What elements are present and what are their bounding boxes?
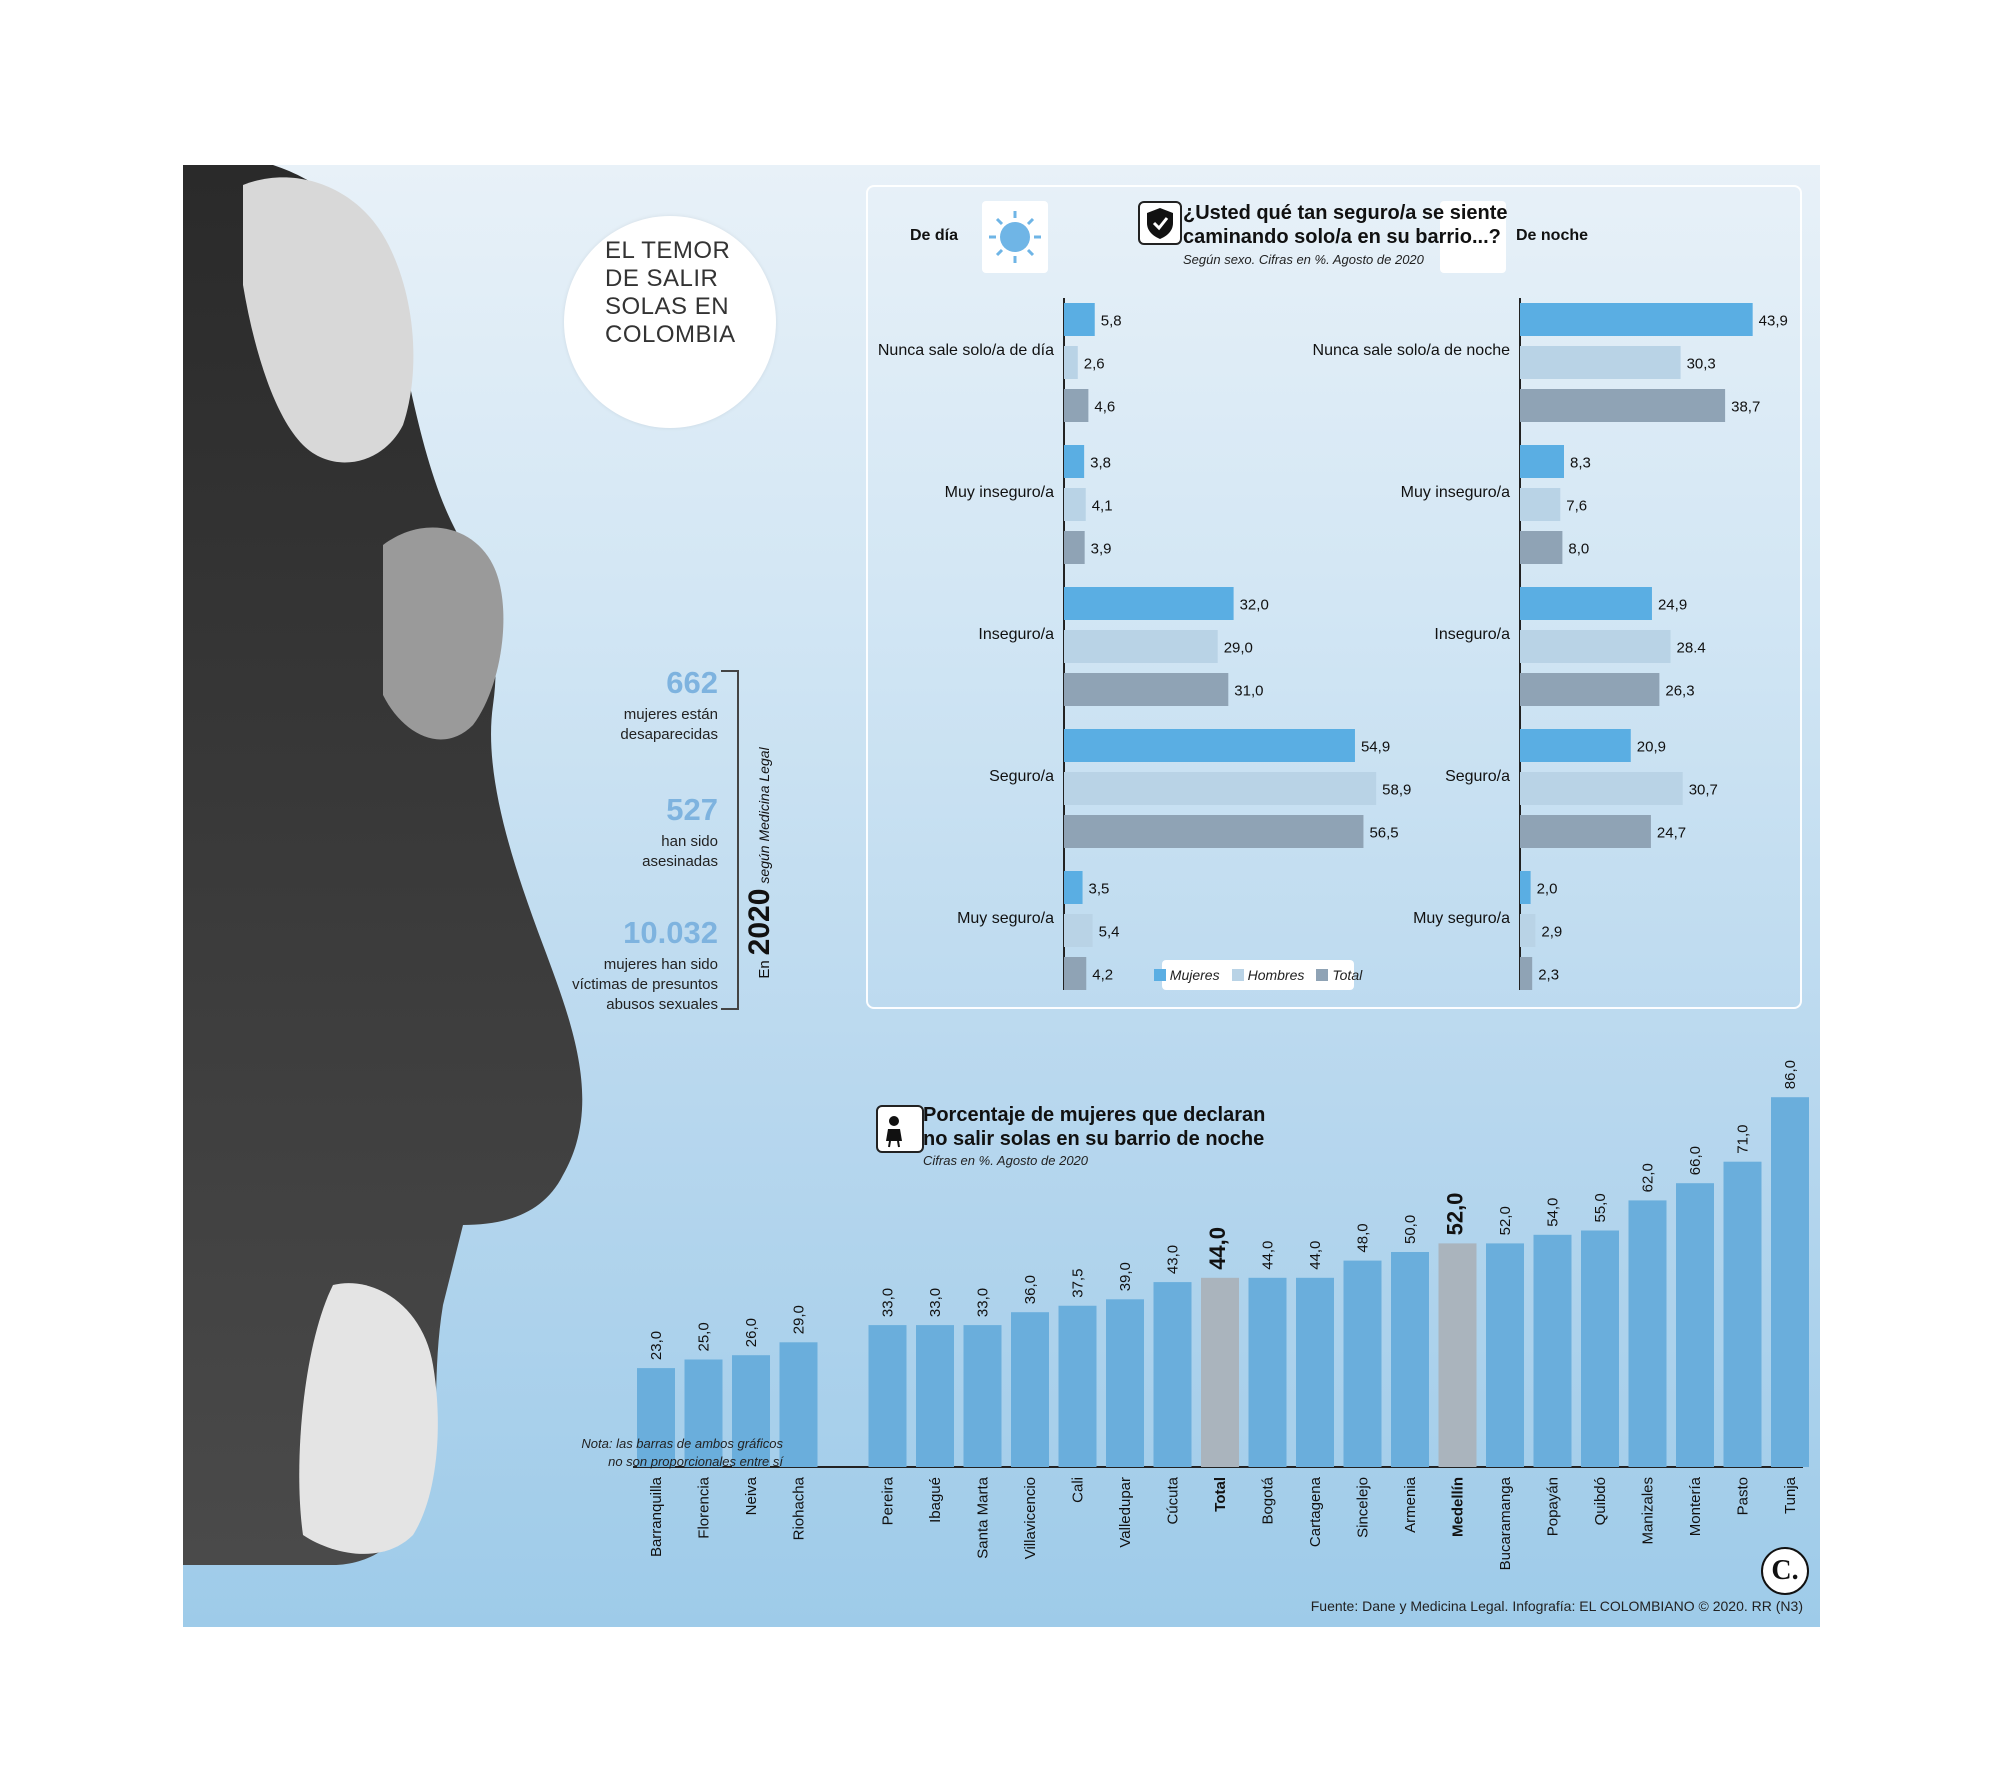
stat-desaparecidas-label: mujeres están desaparecidas (620, 706, 718, 743)
category-label-nunca-sale-solo-a-de-dia: Nunca sale solo/a de día (877, 342, 1054, 359)
city-label-barranquilla: Barranquilla (648, 1477, 665, 1558)
proportion-note: Nota: las barras de ambos gráficos no son proporcionales entre sí (581, 1436, 783, 1469)
city-bar-villavicencio (1011, 1312, 1049, 1467)
bar-label-de-noche-muy-inseguro-a-hombres: 7,6 (1566, 497, 1588, 515)
city-value-valledupar: 39,0 (1117, 1262, 1134, 1292)
bar-label-de-dia-muy-inseguro-a-hombres: 4,1 (1091, 497, 1113, 515)
city-bar-armenia (1391, 1252, 1429, 1467)
city-value-popayan: 54,0 (1544, 1197, 1562, 1227)
city-bar-valledupar (1106, 1299, 1144, 1467)
stat-desaparecidas-value: 662 (666, 665, 718, 700)
stats-note-prefix: En (756, 960, 773, 979)
source-credit: Fuente: Dane y Medicina Legal. Infografía: EL COLOMBIANO © 2020. RR (N3) (1310, 1598, 1803, 1614)
bar-label-de-dia-inseguro-a-hombres: 29,0 (1223, 639, 1253, 657)
city-value-ibague: 33,0 (927, 1287, 944, 1318)
bar-label-de-noche-muy-seguro-a-total: 2,3 (1538, 966, 1560, 984)
city-value-cartagena: 44,0 (1307, 1240, 1324, 1270)
city-value-quibdo: 55,0 (1592, 1193, 1609, 1223)
bar-label-de-dia-seguro-a-hombres: 58,9 (1382, 781, 1412, 799)
legend-label-total: Total (1332, 967, 1363, 983)
city-bar-bucaramanga (1486, 1243, 1524, 1467)
survey-subtitle: Según sexo. Cifras en %. Agosto de 2020 (1183, 252, 1424, 267)
city-value-total: 44,0 (1205, 1226, 1230, 1270)
category-label-seguro-a: Seguro/a (989, 768, 1054, 785)
city-value-sincelejo: 48,0 (1354, 1223, 1372, 1253)
city-value-neiva: 26,0 (743, 1317, 760, 1348)
city-bar-cali (1059, 1306, 1097, 1467)
stats-note-suffix: según Medicina Legal (756, 747, 772, 884)
legend-label-mujeres: Mujeres (1169, 967, 1220, 983)
city-bar-medellin (1439, 1243, 1477, 1467)
city-label-villavicencio: Villavicencio (1022, 1477, 1039, 1560)
city-value-manizales: 62,0 (1639, 1163, 1657, 1193)
bar-label-de-dia-muy-seguro-a-hombres: 5,4 (1098, 923, 1120, 941)
city-value-villavicencio: 36,0 (1022, 1274, 1039, 1305)
category-label-muy-seguro-a: Muy seguro/a (957, 910, 1054, 927)
city-value-pasto: 71,0 (1734, 1124, 1752, 1154)
city-bar-santa-marta (964, 1325, 1002, 1467)
bar-label-de-dia-seguro-a-mujeres: 54,9 (1360, 738, 1391, 756)
city-bar-ibague (916, 1325, 954, 1467)
bar-label-de-noche-nunca-sale-solo-a-de-noche-mujeres: 43,9 (1758, 312, 1788, 330)
city-value-cucuta: 43,0 (1164, 1244, 1182, 1275)
city-bar-pereira (869, 1325, 907, 1467)
category-label-muy-inseguro-a: Muy inseguro/a (1400, 484, 1510, 501)
bar-label-de-noche-muy-seguro-a-mujeres: 2,0 (1536, 880, 1558, 898)
city-value-monteria: 66,0 (1687, 1145, 1704, 1176)
city-label-valledupar: Valledupar (1117, 1477, 1134, 1548)
city-value-tunja: 86,0 (1782, 1059, 1799, 1090)
city-chart (183, 165, 1820, 1627)
bar-label-de-noche-muy-seguro-a-hombres: 2,9 (1541, 923, 1563, 941)
bar-label-de-dia-muy-seguro-a-total: 4,2 (1092, 966, 1114, 984)
bar-label-de-noche-nunca-sale-solo-a-de-noche-hombres: 30,3 (1686, 355, 1716, 373)
city-bar-monteria (1676, 1183, 1714, 1467)
city-label-armenia: Armenia (1402, 1477, 1419, 1533)
city-label-medellin: Medellín (1449, 1477, 1467, 1538)
city-value-medellin: 52,0 (1442, 1192, 1468, 1236)
category-label-nunca-sale-solo-a-de-noche: Nunca sale solo/a de noche (1312, 342, 1510, 359)
bar-label-de-dia-nunca-sale-solo-a-de-dia-hombres: 2,6 (1083, 355, 1105, 373)
bar-label-de-dia-nunca-sale-solo-a-de-dia-mujeres: 5,8 (1100, 312, 1122, 330)
city-label-florencia: Florencia (695, 1477, 713, 1539)
bar-label-de-dia-muy-inseguro-a-total: 3,9 (1090, 540, 1112, 558)
stat-asesinadas-label: han sido asesinadas (642, 833, 718, 870)
city-label-total: Total (1212, 1477, 1229, 1512)
city-value-riohacha: 29,0 (790, 1305, 808, 1335)
city-label-bucaramanga: Bucaramanga (1497, 1477, 1514, 1571)
city-value-bogota: 44,0 (1259, 1240, 1277, 1270)
city-bar-bogota (1249, 1278, 1287, 1467)
city-chart-subtitle: Cifras en %. Agosto de 2020 (923, 1153, 1089, 1168)
bar-label-de-noche-seguro-a-mujeres: 20,9 (1636, 738, 1666, 756)
bar-label-de-noche-inseguro-a-hombres: 28.4 (1676, 639, 1706, 657)
city-bar-tunja (1771, 1097, 1809, 1467)
day-panel-title: De día (910, 227, 959, 244)
city-label-cucuta: Cúcuta (1164, 1477, 1182, 1525)
city-label-monteria: Montería (1687, 1477, 1704, 1537)
city-bar-cucuta (1154, 1282, 1192, 1467)
city-label-ibague: Ibagué (927, 1477, 944, 1523)
bar-label-de-noche-seguro-a-hombres: 30,7 (1688, 781, 1718, 799)
survey-title: ¿Usted qué tan seguro/a se siente caminando solo/a en su barrio...? (1183, 202, 1508, 248)
city-label-manizales: Manizales (1639, 1477, 1657, 1545)
bar-label-de-dia-seguro-a-total: 56,5 (1369, 824, 1399, 842)
category-label-inseguro-a: Inseguro/a (978, 626, 1054, 643)
city-label-neiva: Neiva (743, 1477, 760, 1516)
bar-label-de-dia-muy-seguro-a-mujeres: 3,5 (1088, 880, 1110, 898)
bar-label-de-dia-muy-inseguro-a-mujeres: 3,8 (1090, 454, 1111, 472)
city-label-cali: Cali (1069, 1477, 1087, 1503)
el-colombiano-logo: C. (1761, 1547, 1809, 1595)
bar-label-de-dia-nunca-sale-solo-a-de-dia-total: 4,6 (1094, 398, 1116, 416)
bar-label-de-noche-muy-inseguro-a-mujeres: 8,3 (1569, 454, 1591, 472)
bar-label-de-dia-inseguro-a-total: 31,0 (1234, 682, 1264, 700)
bar-label-de-noche-muy-inseguro-a-total: 8,0 (1568, 540, 1590, 558)
city-bar-quibdo (1581, 1231, 1619, 1468)
city-label-pasto: Pasto (1734, 1477, 1752, 1516)
city-value-bucaramanga: 52,0 (1497, 1206, 1514, 1236)
city-value-pereira: 33,0 (879, 1287, 897, 1318)
city-value-cali: 37,5 (1069, 1268, 1087, 1298)
city-label-tunja: Tunja (1782, 1477, 1799, 1514)
bar-label-de-noche-seguro-a-total: 24,7 (1656, 824, 1687, 842)
city-value-santa-marta: 33,0 (974, 1287, 992, 1318)
category-label-muy-seguro-a: Muy seguro/a (1413, 910, 1510, 927)
city-label-popayan: Popayán (1544, 1477, 1562, 1537)
infographic-title: EL TEMOR DE SALIR SOLAS EN COLOMBIA (605, 237, 736, 348)
city-label-santa-marta: Santa Marta (974, 1477, 992, 1559)
city-bar-pasto (1724, 1162, 1762, 1467)
city-bar-popayan (1534, 1235, 1572, 1467)
city-value-florencia: 25,0 (695, 1322, 713, 1352)
city-label-sincelejo: Sincelejo (1354, 1477, 1372, 1538)
city-label-quibdo: Quibdó (1592, 1477, 1609, 1526)
bar-label-de-noche-nunca-sale-solo-a-de-noche-total: 38,7 (1731, 398, 1761, 416)
city-bar-cartagena (1296, 1278, 1334, 1467)
category-label-muy-inseguro-a: Muy inseguro/a (944, 484, 1054, 501)
city-bar-sincelejo (1344, 1261, 1382, 1467)
stats-note-year: 2020 (743, 888, 776, 956)
city-bar-riohacha (780, 1342, 818, 1467)
night-panel-title: De noche (1516, 227, 1589, 244)
category-label-inseguro-a: Inseguro/a (1434, 626, 1510, 643)
stat-asesinadas-value: 527 (666, 792, 718, 827)
city-value-armenia: 50,0 (1402, 1214, 1419, 1244)
stat-abusos-label: mujeres han sido víctimas de presuntos abusos sexuales (572, 956, 718, 1013)
bar-label-de-noche-inseguro-a-mujeres: 24,9 (1657, 596, 1688, 614)
infographic-canvas (183, 165, 1820, 1627)
city-label-cartagena: Cartagena (1307, 1477, 1324, 1548)
bar-label-de-noche-inseguro-a-total: 26,3 (1665, 682, 1695, 700)
city-bar-manizales (1629, 1200, 1667, 1467)
city-label-pereira: Pereira (879, 1477, 897, 1526)
city-bar-total (1201, 1278, 1239, 1467)
city-value-barranquilla: 23,0 (648, 1330, 665, 1361)
bar-label-de-dia-inseguro-a-mujeres: 32,0 (1239, 596, 1269, 614)
stat-abusos-value: 10.032 (623, 915, 718, 950)
city-label-riohacha: Riohacha (790, 1477, 808, 1541)
legend-label-hombres: Hombres (1247, 967, 1305, 983)
city-label-bogota: Bogotá (1259, 1477, 1277, 1525)
category-label-seguro-a: Seguro/a (1445, 768, 1510, 785)
city-chart-title: Porcentaje de mujeres que declaran no salir solas en su barrio de noche (923, 1104, 1266, 1150)
